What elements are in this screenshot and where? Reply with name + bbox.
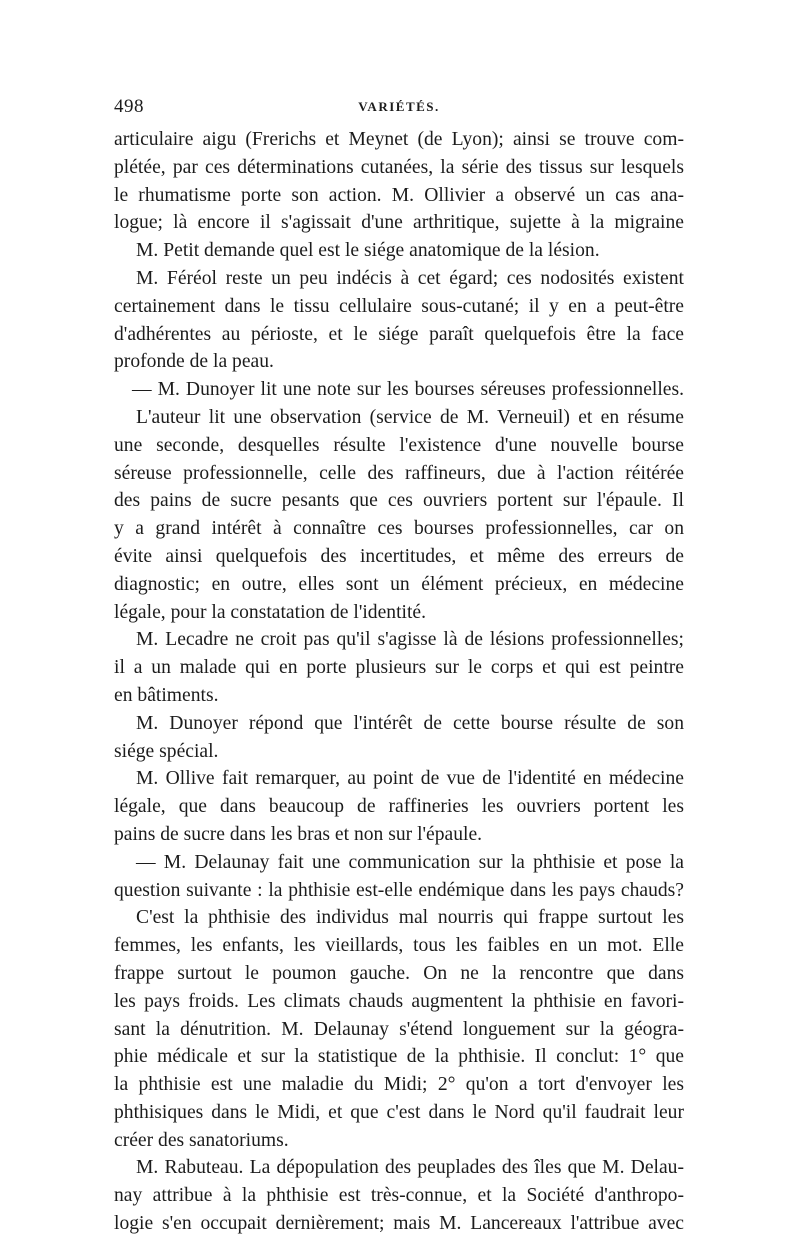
page-header xyxy=(114,96,684,126)
text-line: femmes, les enfants, les vieillards, tous les faibles en un mot. Elle xyxy=(114,935,684,957)
text-line: M. Féréol reste un peu indécis à cet égard; ces nodosités existent xyxy=(136,267,684,289)
text-line: légale, pour la constatation de l'identité. xyxy=(114,601,427,623)
text-line: L'auteur lit une observation (service de M. Verneuil) et en résume xyxy=(136,406,684,428)
text-line: le rhumatisme porte son action. M. Ollivier a observé un cas ana- xyxy=(114,184,684,206)
text-line: M. Petit demande quel est le siége anatomique de la lésion. xyxy=(136,240,600,262)
text-line: C'est la phthisie des individus mal nourris qui frappe surtout les xyxy=(136,907,684,929)
text-line: M. Rabuteau. La dépopulation des peuplades des îles que M. Delau- xyxy=(136,1157,684,1179)
text-line: M. Ollive fait remarquer, au point de vue de l'identité en médecine xyxy=(136,768,684,790)
text-line: d'adhérentes au périoste, et le siége paraît quelquefois être la face xyxy=(114,323,684,345)
text-line: une seconde, desquelles résulte l'existence d'une nouvelle bourse xyxy=(114,434,684,456)
text-line: articulaire aigu (Frerichs et Meynet (de Lyon); ainsi se trouve com- xyxy=(114,129,684,150)
text-line: M. Lecadre ne croit pas qu'il s'agisse là de lésions professionnelles; xyxy=(136,629,684,651)
text-line: des pains de sucre pesants que ces ouvriers portent sur l'épaule. Il xyxy=(114,490,684,512)
running-head: VARIÉTÉS. xyxy=(358,99,440,114)
text-line: sant la dénutrition. M. Delaunay s'étend longuement sur la géogra- xyxy=(114,1018,684,1040)
text-line: — M. Delaunay fait une communication sur la phthisie et pose la xyxy=(136,851,684,873)
body-text xyxy=(114,126,684,1238)
text-line: pains de sucre dans les bras et non sur l'épaule. xyxy=(114,823,483,845)
text-line: logue; là encore il s'agissait d'une arthritique, sujette à la migraine xyxy=(114,212,684,234)
text-line: certainement dans le tissu cellulaire sous-cutané; il y en a peut-être xyxy=(114,295,684,317)
text-line: siége spécial. xyxy=(114,740,219,762)
text-line: y a grand intérêt à connaître ces bourses professionnelles, car on xyxy=(114,518,684,540)
text-line: nay attribue à la phthisie est très-connue, et la Société d'anthropo- xyxy=(114,1185,684,1207)
text-line: phthisiques dans le Midi, et que c'est dans le Nord qu'il faudrait leur xyxy=(114,1101,684,1123)
page-number: 498 xyxy=(114,96,144,117)
text-line: légale, que dans beaucoup de raffineries les ouvriers portent les xyxy=(114,796,684,818)
book-page xyxy=(114,96,684,1238)
text-line: il a un malade qui en porte plusieurs sur le corps et qui est peintre xyxy=(114,657,684,679)
text-line: phie médicale et sur la statistique de la phthisie. Il conclut: 1° que xyxy=(114,1046,684,1068)
text-line: logie s'en occupait dernièrement; mais M. Lancereaux l'attribue avec xyxy=(114,1213,684,1235)
text-line: créer des sanatoriums. xyxy=(114,1129,289,1151)
text-line: profonde de la peau. xyxy=(114,351,274,373)
text-line: les pays froids. Les climats chauds augmentent la phthisie en favori- xyxy=(114,990,684,1012)
text-line: diagnostic; en outre, elles sont un élément précieux, en médecine xyxy=(114,573,684,595)
text-line: en bâtiments. xyxy=(114,684,219,706)
text-line: séreuse professionnelle, celle des raffineurs, due à l'action réitérée xyxy=(114,462,684,484)
text-line: frappe surtout le poumon gauche. On ne la rencontre que dans xyxy=(114,962,684,984)
text-line: question suivante : la phthisie est-elle endémique dans les pays chauds? xyxy=(114,879,684,901)
text-line: la phthisie est une maladie du Midi; 2° qu'on a tort d'envoyer les xyxy=(114,1074,684,1096)
text-line: évite ainsi quelquefois des incertitudes, et même des erreurs de xyxy=(114,545,684,567)
text-line: plétée, par ces déterminations cutanées, la série des tissus sur lesquels xyxy=(114,156,684,178)
text-line: M. Dunoyer répond que l'intérêt de cette bourse résulte de son xyxy=(136,712,684,734)
text-line: — M. Dunoyer lit une note sur les bourses séreuses professionnelles. xyxy=(132,379,684,401)
